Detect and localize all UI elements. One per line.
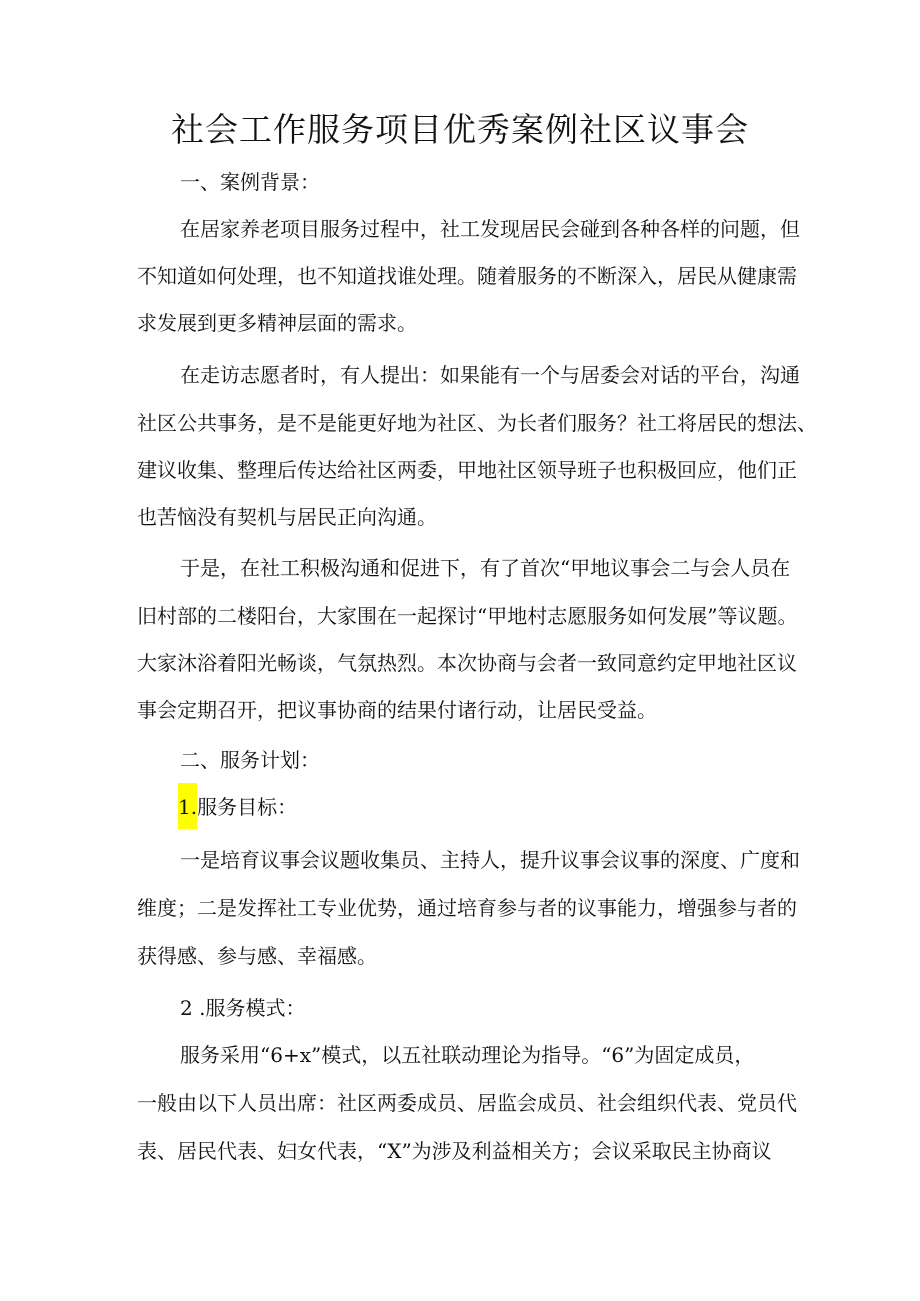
paragraph-line: 建议收集、整理后传达给社区两委，甲地社区领导班子也积极回应，他们正 <box>137 458 797 482</box>
paragraph-line: 表、居民代表、妇女代表，“X”为涉及利益相关方；会议采取民主协商议 <box>137 1139 772 1163</box>
paragraph-line: 不知道如何处理，也不知道找谁处理。随着服务的不断深入，居民从健康需 <box>137 264 797 288</box>
subheading-service-goal <box>178 783 297 830</box>
paragraph-line: 大家沐浴着阳光畅谈，气氛热烈。本次协商与会者一致同意约定甲地社区议 <box>137 651 797 675</box>
paragraph-line: 事会定期召开，把议事协商的结果付诸行动，让居民受益。 <box>137 698 657 722</box>
section-heading-plan: 二、服务计划： <box>180 748 320 772</box>
paragraph-line: 旧村部的二楼阳台，大家围在一起探讨“甲地村志愿服务如何发展”等议题。 <box>137 604 798 628</box>
subheading-label: 服务目标： <box>197 795 298 819</box>
paragraph-line: 获得感、参与感、幸福感。 <box>137 944 377 968</box>
subheading-service-mode: 2 .服务模式： <box>180 996 306 1020</box>
paragraph-line: 在居家养老项目服务过程中，社工发现居民会碰到各种各样的问题，但 <box>180 217 800 241</box>
paragraph-line: 也苦恼没有契机与居民正向沟通。 <box>137 505 437 529</box>
paragraph-line: 于是，在社工积极沟通和促进下，有了首次“甲地议事会二与会人员在 <box>180 556 791 580</box>
document-title: 社会工作服务项目优秀案例社区议事会 <box>171 110 749 149</box>
paragraph-line: 在走访志愿者时，有人提出：如果能有一个与居委会对话的平台，沟通 <box>180 363 800 387</box>
paragraph-line: 求发展到更多精神层面的需求。 <box>137 311 417 335</box>
paragraph-line: 维度；二是发挥社工专业优势，通过培育参与者的议事能力，增强参与者的 <box>137 896 797 920</box>
paragraph-line: 一是培育议事会议题收集员、主持人，提升议事会议事的深度、广度和 <box>180 848 800 872</box>
highlight-number: 1. <box>178 783 197 829</box>
section-heading-background: 一、案例背景： <box>180 170 320 194</box>
paragraph-line: 社区公共事务，是不是能更好地为社区、为长者们服务？社工将居民的想法、 <box>137 411 817 435</box>
paragraph-line: 一般由以下人员出席：社区两委成员、居监会成员、社会组织代表、党员代 <box>137 1091 797 1115</box>
paragraph-line: 服务采用“6+x”模式，以五社联动理论为指导。“6”为固定成员， <box>180 1043 755 1067</box>
